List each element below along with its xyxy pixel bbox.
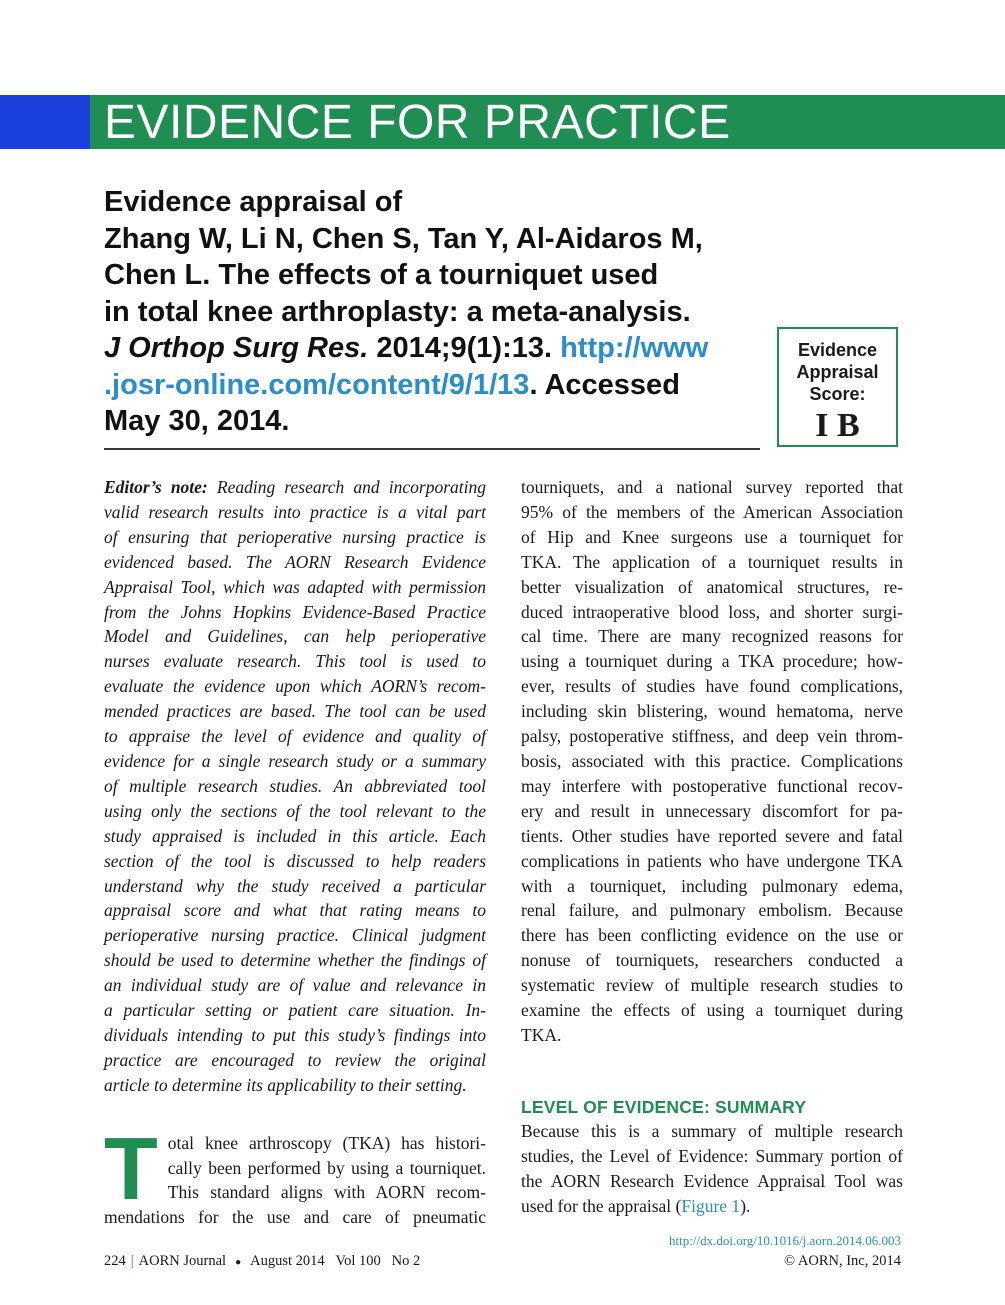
editors-note-line: nurses evaluate research. This tool is used to (104, 651, 486, 672)
editors-note-line: evaluate the evidence upon which AORN’s recom- (104, 676, 486, 697)
citation-line: Chen L. The effects of a tourniquet used (104, 259, 659, 291)
intro-line: This standard aligns with AORN recom- (167, 1182, 486, 1203)
section-banner-title: EVIDENCE FOR PRACTICE (104, 96, 731, 149)
body-line: using a tourniquet during a TKA procedure; how- (521, 651, 903, 672)
editors-note (104, 475, 486, 1098)
summary-line: Because this is a summary of multiple research (521, 1120, 903, 1141)
body-line: 95% of the members of the American Association (521, 501, 903, 522)
doi-link[interactable]: http://dx.doi.org/10.1016/j.aorn.2014.06.003 (669, 1233, 901, 1248)
body-line: complications in patients who have undergone TKA (521, 850, 903, 871)
body-line: ever, results of studies have found complications, (521, 676, 903, 697)
citation-url-link-cont[interactable]: .josr-online.com/content/9/1/13 (104, 368, 530, 401)
editors-note-line: appraisal score and what that rating means to (104, 900, 486, 921)
bullet-icon: ● (235, 1257, 242, 1268)
score-label: Evidence Appraisal Score: (796, 340, 879, 404)
intro-line: otal knee arthroscopy (TKA) has histori- (167, 1132, 486, 1153)
body-line: cal time. There are many recognized reasons for (521, 626, 903, 647)
issue-date: August 2014 (250, 1253, 325, 1269)
drop-cap: T (104, 1118, 158, 1218)
citation-accessed: . Accessed (529, 368, 680, 401)
left-column (104, 475, 486, 1230)
editors-note-line: valid research results into practice is a vital part (104, 501, 486, 522)
editors-note-line: Editor’s note: Reading research and incorporating (104, 477, 486, 497)
body-line: renal failure, and pulmonary embolism. Because (521, 900, 903, 921)
editors-note-line: practice are encouraged to review the original (104, 1049, 486, 1070)
editors-note-line: article to determine its applicability to their setting. (104, 1074, 467, 1095)
editors-note-line: Model and Guidelines, can help perioperative (104, 626, 486, 647)
body-line: with a tourniquet, including pulmonary edema, (521, 875, 903, 896)
body-line: there has been conflicting evidence on the use or (521, 925, 903, 946)
evidence-score-box (777, 327, 898, 447)
body-line: including skin blistering, wound hematoma, nerve (521, 701, 903, 722)
editors-note-line: evidenced based. The AORN Research Evidence (104, 551, 486, 572)
citation-divider (104, 448, 760, 450)
citation-issue: 2014;9(1):13. (368, 332, 561, 364)
editors-note-line: a particular setting or patient care situation. In- (104, 1000, 486, 1021)
intro-line: cally been performed by using a tourniquet. (167, 1157, 486, 1178)
journal-name: AORN Journal (138, 1253, 227, 1269)
page-footer (104, 1253, 420, 1270)
figure-1-link[interactable]: Figure 1 (681, 1195, 741, 1216)
editors-note-line: from the Johns Hopkins Evidence-Based Practice (104, 601, 486, 622)
intro-paragraph (104, 1118, 486, 1231)
body-line: of Hip and Knee surgeons use a tourniquet for (521, 526, 903, 547)
editors-note-line: of ensuring that perioperative nursing practice is (104, 526, 486, 547)
score-value: I B (815, 407, 860, 444)
section-heading-level-of-evidence: LEVEL OF EVIDENCE: SUMMARY (521, 1096, 807, 1117)
citation-line (104, 330, 764, 367)
body-line: ery and result in unnecessary discomfort for pa- (521, 800, 903, 821)
citation-line: Zhang W, Li N, Chen S, Tan Y, Al-Aidaros M, (104, 222, 703, 255)
editors-note-line: perioperative nursing practice. Clinical judgment (104, 925, 486, 946)
editors-note-line: Appraisal Tool, which was adapted with permission (104, 576, 486, 597)
editors-note-line: section of the tool is discussed to help readers (104, 850, 486, 871)
citation-title (104, 184, 764, 440)
editors-note-line: study appraised is included in this article. Each (104, 825, 486, 846)
citation-url-link[interactable]: http://www (560, 332, 709, 364)
editors-note-line: an individual study are of value and relevance in (104, 975, 486, 996)
summary-paragraph (521, 1119, 903, 1219)
body-line: palsy, postoperative stiffness, and deep vein throm- (521, 726, 903, 747)
body-line: systematic review of multiple research studies to (521, 975, 903, 996)
summary-line: the AORN Research Evidence Appraisal Tool was (521, 1170, 903, 1191)
summary-line: used for the appraisal (Figure 1). (521, 1195, 751, 1216)
editors-note-line: of multiple research studies. An abbreviated tool (104, 775, 486, 796)
section-banner (90, 95, 1005, 149)
intro-line: mendations for the use and care of pneumatic (104, 1207, 486, 1228)
body-line: nonuse of tourniquets, researchers conducted a (521, 950, 903, 971)
right-column (521, 475, 903, 1218)
banner-accent-block (0, 95, 90, 149)
body-paragraph (521, 475, 903, 1048)
body-line: tients. Other studies have reported severe and fatal (521, 825, 903, 846)
copyright: © AORN, Inc, 2014 (784, 1253, 901, 1269)
editors-note-line: using only the sections of the tool relevant to the (104, 800, 486, 821)
issue-number: No 2 (391, 1253, 421, 1269)
editors-note-lead: Editor’s note: (104, 477, 208, 497)
citation-line (104, 367, 764, 404)
page-number: 224 (104, 1253, 126, 1269)
volume: Vol 100 (335, 1253, 381, 1269)
editors-note-line: understand why the study received a particular (104, 875, 486, 896)
editors-note-line: to appraise the level of evidence and quality of (104, 726, 486, 747)
body-line: better visualization of anatomical structures, re- (521, 576, 903, 597)
body-line: duced intraoperative blood loss, and shorter surgi- (521, 601, 903, 622)
footer-separator: | (130, 1253, 134, 1269)
citation-journal: J Orthop Surg Res. (104, 332, 369, 364)
body-line: bosis, associated with this practice. Complications (521, 750, 903, 771)
body-line: TKA. (521, 1024, 562, 1045)
body-line: may interfere with postoperative functional recov- (521, 775, 903, 796)
citation-line: May 30, 2014. (104, 405, 290, 437)
citation-line: Evidence appraisal of (104, 186, 403, 218)
body-line: examine the effects of using a tourniquet during (521, 1000, 903, 1021)
body-line: tourniquets, and a national survey reported that (521, 477, 903, 497)
summary-line: studies, the Level of Evidence: Summary portion of (521, 1145, 903, 1166)
citation-line: in total knee arthroplasty: a meta-analysis. (104, 295, 691, 328)
editors-note-line: mended practices are based. The tool can be used (104, 701, 486, 722)
body-line: TKA. The application of a tourniquet results in (521, 551, 903, 572)
editors-note-line: dividuals intending to put this study’s findings into (104, 1024, 486, 1045)
editors-note-line: should be used to determine whether the findings of (104, 950, 486, 971)
editors-note-line: evidence for a single research study or a summary (104, 750, 486, 771)
